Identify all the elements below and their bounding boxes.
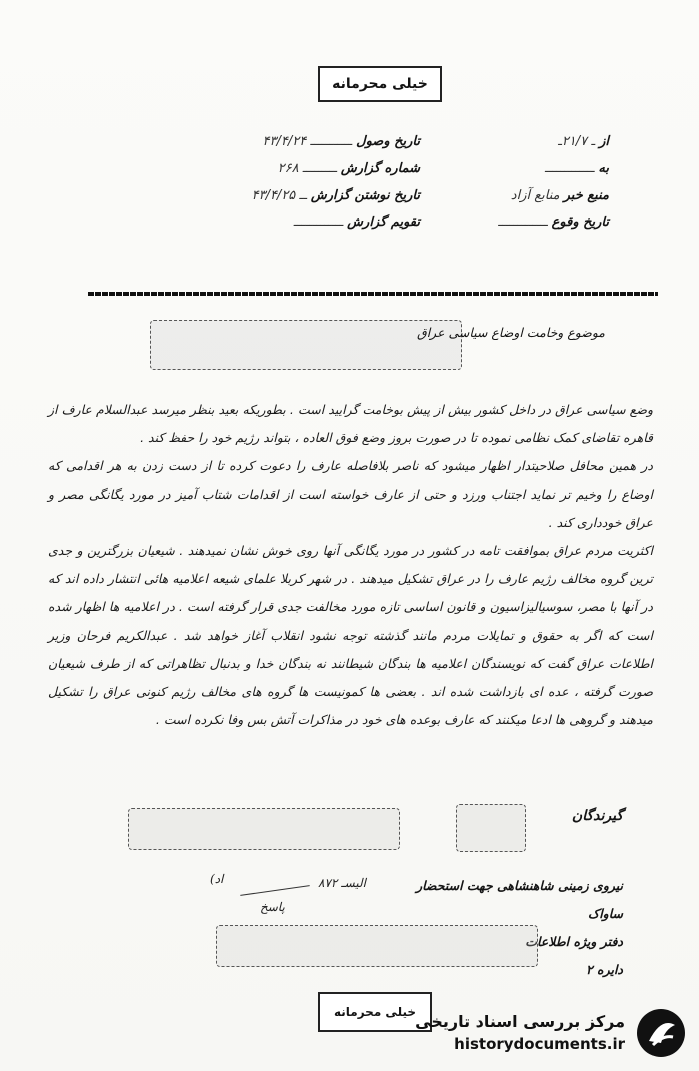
report-body [48,396,653,734]
header-evaluation-label: تقویم گزارش [347,215,420,230]
header-source-value: منابع آزاد [510,188,560,203]
header-right-block [409,128,609,236]
header-occurrence-value: ـــــــــــــ [498,215,548,230]
header-received-row: تاریخ وصول ـــــــــــ ۴۳/۴/۲۴ [90,128,420,155]
recipient-item: دفتر ویژه اطلاعات [525,934,623,949]
header-source-label: منبع خبر [563,188,609,203]
header-source-row [409,182,609,209]
header-divider [88,292,658,296]
header-to-label: به [598,161,609,176]
recipient-item: نیروی زمینی شاهنشاهی جهت استحضار [416,878,623,893]
header-to-value: ـــــــــــــ [544,161,595,176]
header-written-value: ۴۳/۴/۲۵ [251,188,296,203]
header-number-row: شماره گزارش ـــــــــ ۲۶۸ [90,155,420,182]
header-to-row [409,155,609,182]
footer-classification-label: خیلی محرمانه [333,1005,417,1019]
header-received-value: ۴۳/۴/۲۴ [262,134,307,149]
header-written-row: تاریخ نوشتن گزارش ــ ۴۳/۴/۲۵ [90,182,420,209]
header-from-row [409,128,609,155]
logo-english: historydocuments.ir [454,1035,625,1053]
header-written-label: تاریخ نوشتن گزارش [310,188,420,203]
handwritten-note-3: پاسخ [260,900,285,914]
header-number-label: شماره گزارش [340,161,420,176]
logo-text [415,1011,625,1055]
classification-label: خیلی محرمانه [332,76,428,92]
header-from-label: از [599,134,609,149]
handwritten-note-1: (اد [210,872,224,886]
header-number-value: ۲۶۸ [277,161,299,176]
classification-box [318,66,442,102]
distribution-stamp [128,808,400,850]
recipient-item: ساواک [588,906,623,921]
recipient-item: دایره ۲ [585,962,623,977]
header-occurrence-label: تاریخ وقوع [551,215,609,230]
subject-line: موضوع وخامت اوضاع سیاسی عراق [417,325,605,340]
body-paragraph-1: وضع سیاسی عراق در داخل کشور بیش از پیش بوخامت گرایید است . بطوریکه بعید بنظر میرسد عبدالسلام عارف از قاهره تقاضای کمک نظامی نموده تا در صورت بروز وضع فوق العاده ، بتواند رژیم خود را حفظ کند . [48,402,653,446]
recipients-title: گیرندگان [571,808,623,824]
header-from-value: ـ ۲۱/۷ـ [558,134,596,149]
header-evaluation-row [90,209,420,236]
header-occurrence-row [409,209,609,236]
handwritten-note-2: الیسـ ۸۷۲ [318,876,366,890]
header-received-label: تاریخ وصول [356,134,420,149]
archive-logo-icon [635,1007,687,1059]
archive-stamp [216,925,538,967]
body-paragraph-2: در همین محافل صلاحیتدار اظهار میشود که ناصر بلافاصله عارف را دعوت کرده تا از دست زدن به هر اقدامی که اوضاع را وخیم تر نماید اجتناب ورزد و حتی از عارف خواسته است از اقدامات شتاب آمیز در مورد یگانگی مصر و عراق خودداری کند . [48,458,653,530]
body-paragraph-3: اکثریت مردم عراق بموافقت تامه در کشور در مورد یگانگی آنها روی خوش نشان نمیدهند . شیعیان بزرگترین و جدی ترین گروه مخالف رژیم عارف را در عراق تشکیل میدهند . در شهر کربلا علمای شیعه اعلامیه هائی انتشار داده اند که در آنها با مصر، سوسیالیزاسیون و قانون اساسی تازه مورد مخالفت جدی قرار گرفته است . در اعلامیه ها اظهار شده است که اگر به حقوق و تمایلات مردم مانند گذشته توجه نشود انقلاب آغاز خواهد شد . عبدالکریم فرحان وزیر اطلاعات عراق گفت که نویسندگان اعلامیه ها بندگان شیطانند نه بندگان خدا و بدنبال تظاهراتی که از طرف شیعیان صورت گرفته ، عده ای بازداشت شده اند . بعضی ها کمونیست ها گروه های مخالف رژیم کنونی عراق را تشکیل میدهند و گروهی ها ادعا میکنند که عارف بوعده های خود در مذاکرات آتش بس وفا نکرده است . [48,543,653,728]
logo-persian: مرکز بررسی اسناد تاریخی [415,1012,625,1031]
watermark-logo [415,1007,687,1059]
round-stamp [456,804,526,852]
header-evaluation-value: ـــــــــــــ [293,215,344,230]
header-left-block [90,128,420,236]
